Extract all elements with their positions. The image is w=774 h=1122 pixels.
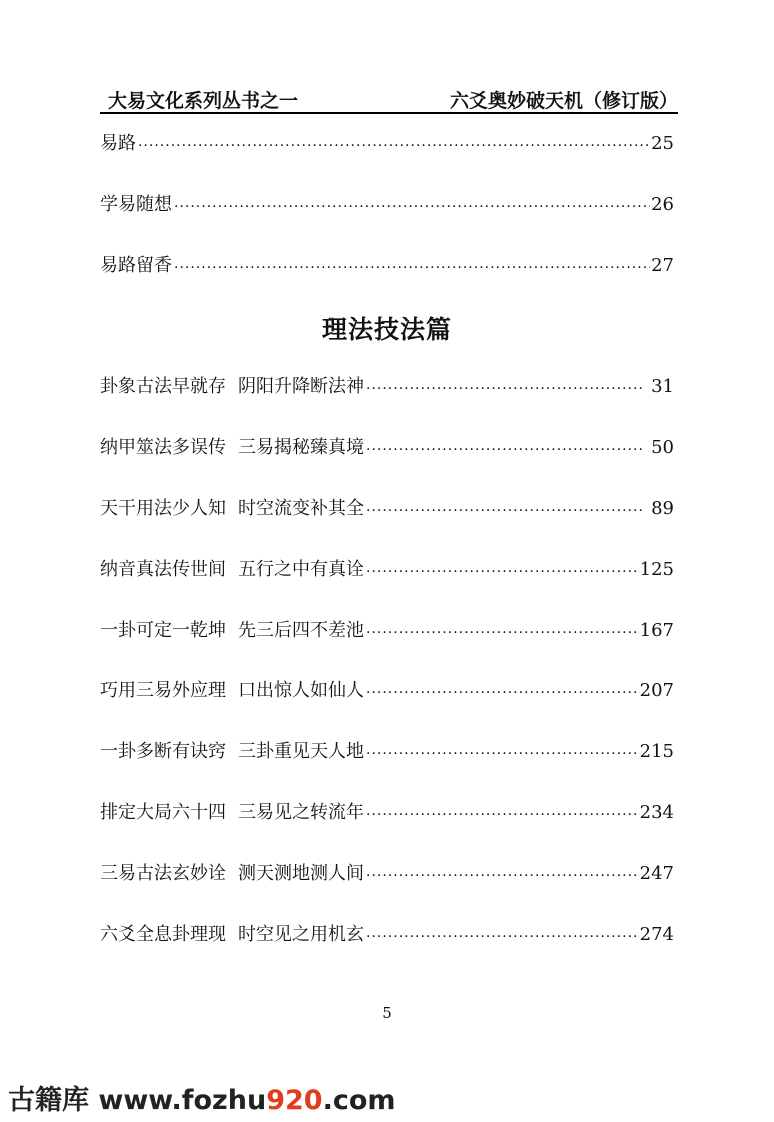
toc-entry[interactable] <box>100 677 674 705</box>
watermark-url-number: 920 <box>266 1085 323 1116</box>
toc-entry-title: 纳甲筮法多误传 三易揭秘臻真境 <box>100 437 364 458</box>
toc-entry-page: 207 <box>639 680 674 701</box>
dot-leader <box>364 438 642 462</box>
watermark-site-name: 古籍库 <box>8 1085 89 1116</box>
toc-entry[interactable] <box>100 252 674 280</box>
toc-entry-page: 125 <box>639 559 674 580</box>
dot-leader <box>364 621 640 645</box>
toc-entry-title: 一卦可定一乾坤 先三后四不差池 <box>100 620 364 641</box>
toc-entry-page: 89 <box>651 498 674 519</box>
site-watermark <box>8 1078 396 1117</box>
toc-entry-title: 纳音真法传世间 五行之中有真诠 <box>100 559 364 580</box>
toc-entry-title: 六爻全息卦理现 时空见之用机玄 <box>100 924 364 945</box>
toc-entry-page: 247 <box>639 863 674 884</box>
book-title: 六爻奥妙破天机（修订版） <box>449 90 678 112</box>
page-number: 5 <box>382 1004 392 1022</box>
toc-entry[interactable] <box>100 373 674 401</box>
watermark-url-prefix: www.fozhu <box>98 1085 267 1116</box>
toc-entry-title: 巧用三易外应理 口出惊人如仙人 <box>100 680 364 701</box>
toc-entry-title: 排定大局六十四 三易见之转流年 <box>100 802 364 823</box>
toc-entry-title: 三易古法玄妙诠 测天测地测人间 <box>100 863 364 884</box>
dot-leader <box>364 681 640 705</box>
toc-entry[interactable] <box>100 799 674 827</box>
toc-entry-title: 一卦多断有诀窍 三卦重见天人地 <box>100 741 364 762</box>
toc-entry-title: 天干用法少人知 时空流变补其全 <box>100 498 364 519</box>
toc-entry[interactable] <box>100 434 674 462</box>
toc-entry-page: 27 <box>651 255 674 276</box>
dot-leader <box>172 256 650 280</box>
dot-leader <box>364 864 640 888</box>
toc-entry[interactable] <box>100 495 674 523</box>
toc-entry-title: 易路 <box>100 133 136 154</box>
toc-entry-page: 167 <box>639 620 674 641</box>
toc-entry-page: 26 <box>651 194 674 215</box>
toc-entry[interactable] <box>100 191 674 219</box>
dot-leader <box>364 925 640 949</box>
toc-entry[interactable] <box>100 860 674 888</box>
dot-leader <box>136 134 650 158</box>
dot-leader <box>364 499 642 523</box>
dot-leader <box>172 195 650 219</box>
dot-leader <box>364 742 640 766</box>
section-heading: 理法技法篇 <box>321 315 452 344</box>
dot-leader <box>364 560 640 584</box>
toc-entry-title: 易路留香 <box>100 255 172 276</box>
toc-entry-page: 25 <box>651 133 674 154</box>
toc-entry[interactable] <box>100 921 674 949</box>
watermark-url-suffix: .com <box>322 1085 396 1116</box>
toc-entry[interactable] <box>100 130 674 158</box>
toc-entry-title: 学易随想 <box>100 194 172 215</box>
toc-entry[interactable] <box>100 617 674 645</box>
toc-entry-page: 234 <box>639 802 674 823</box>
toc-entry-page: 50 <box>651 437 674 458</box>
toc-entry[interactable] <box>100 556 674 584</box>
toc-entry[interactable] <box>100 738 674 766</box>
series-title: 大易文化系列丛书之一 <box>108 90 299 112</box>
dot-leader <box>364 377 642 401</box>
toc-entry-title: 卦象古法早就存 阴阳升降断法神 <box>100 376 364 397</box>
toc-entry-page: 215 <box>639 741 674 762</box>
toc-entry-page: 274 <box>639 924 674 945</box>
toc-entry-page: 31 <box>651 376 674 397</box>
dot-leader <box>364 803 640 827</box>
running-header <box>100 86 678 114</box>
